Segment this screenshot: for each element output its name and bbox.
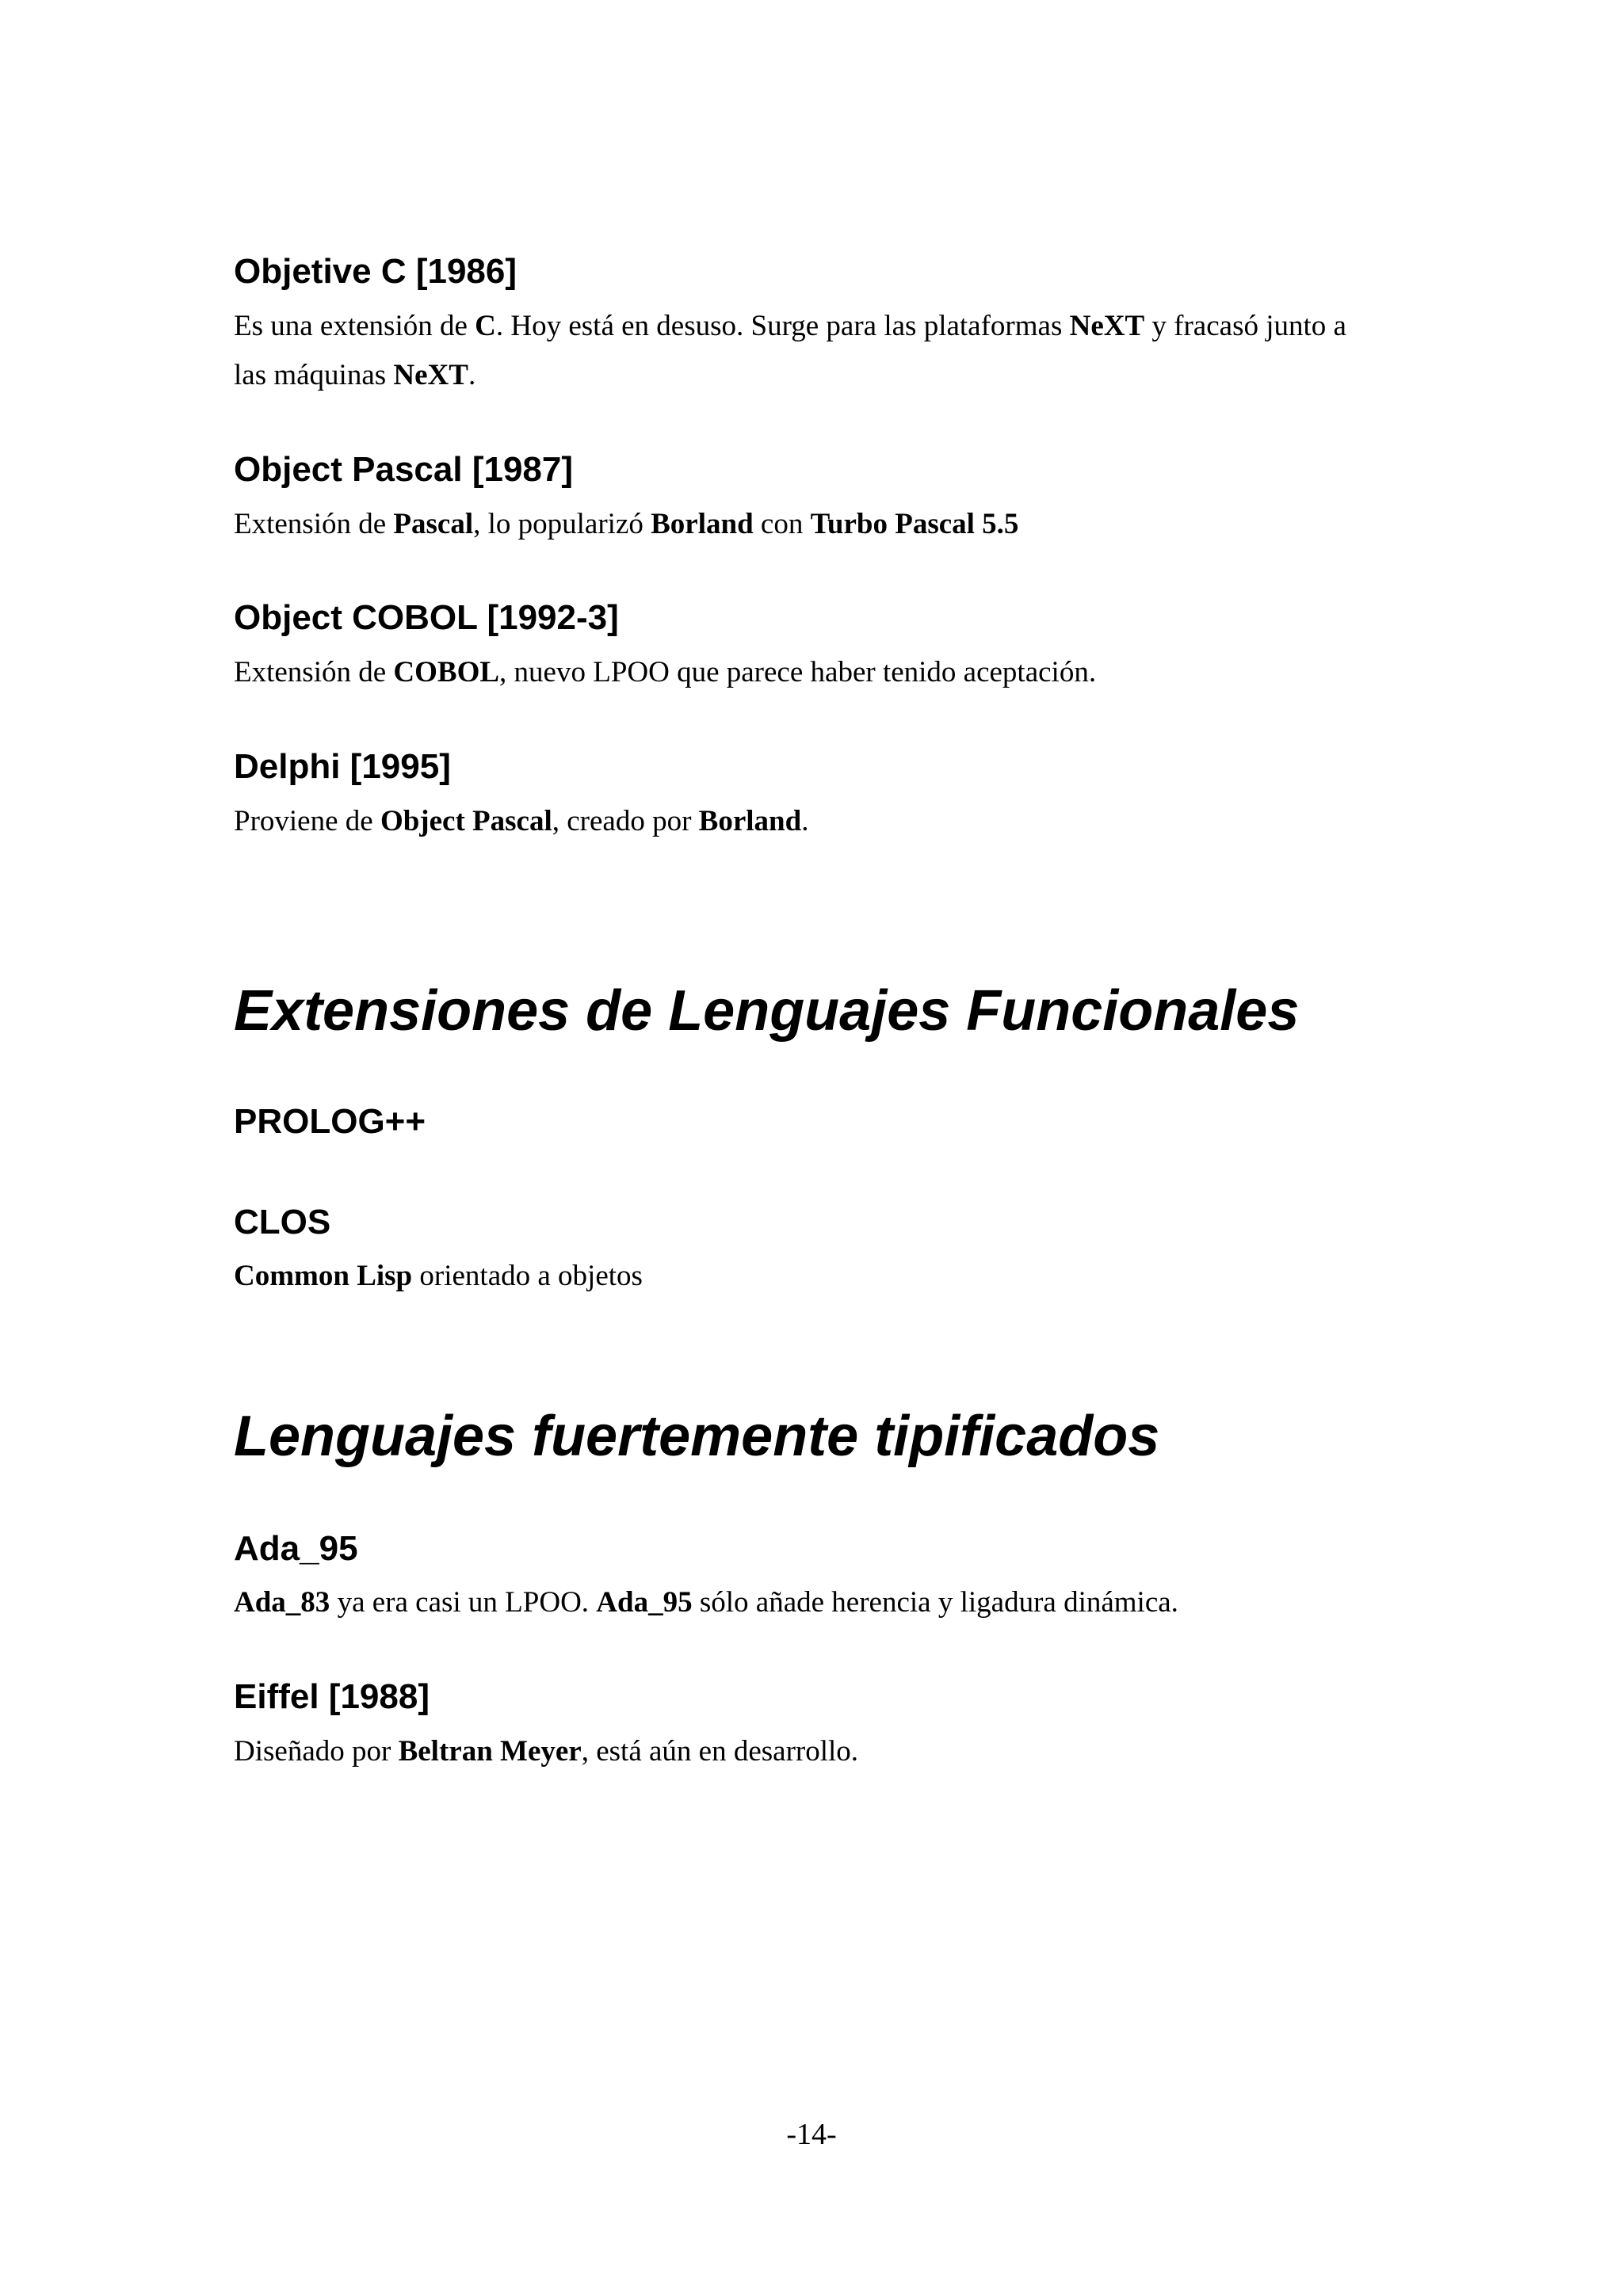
object-cobol-text: Extensión de COBOL, nuevo LPOO que parece haber tenido aceptación. [234,656,1097,688]
object-pascal-text: Extensión de Pascal, lo popularizó Borland con Turbo Pascal 5.5 [234,508,1019,540]
delphi-text: Proviene de Object Pascal, creado por Borland. [234,805,809,837]
section-title-tipificados: Lenguajes fuertemente tipificados [234,1405,1160,1468]
ada-text: Ada_83 ya era casi un LPOO. Ada_95 sólo añade herencia y ligadura dinámica. [234,1586,1178,1619]
heading-eiffel: Eiffel [1988] [234,1677,430,1716]
objective-c-text-line-2: las máquinas NeXT. [234,359,476,391]
heading-prolog: PROLOG++ [234,1102,426,1141]
heading-object-cobol: Object COBOL [1992-3] [234,598,619,637]
heading-ada-95: Ada_95 [234,1529,358,1568]
heading-objective-c: Objetive C [1986] [234,252,517,291]
heading-clos: CLOS [234,1203,331,1241]
section-title-funcionales: Extensiones de Lenguajes Funcionales [234,979,1300,1043]
eiffel-text: Diseñado por Beltran Meyer, está aún en desarrollo. [234,1735,859,1768]
objective-c-text-line-1: Es una extensión de C. Hoy está en desuso. Surge para las plataformas NeXT y fracasó junto a [234,310,1346,342]
page-number: -14- [786,2118,837,2151]
clos-text: Common Lisp orientado a objetos [234,1260,643,1292]
heading-object-pascal: Object Pascal [1987] [234,450,574,489]
heading-delphi: Delphi [1995] [234,747,451,786]
